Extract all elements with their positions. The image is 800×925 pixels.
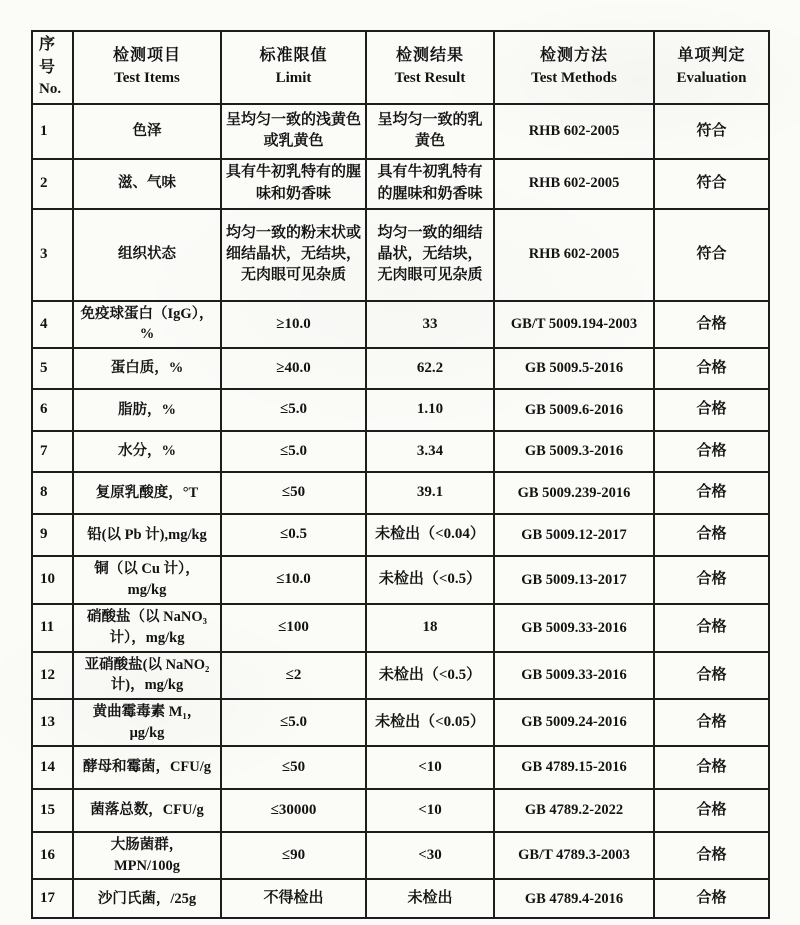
table-row: [32, 301, 769, 348]
table-row: [32, 514, 769, 556]
cell-item: 菌落总数，CFU/g: [73, 789, 221, 832]
cell-no: 10: [32, 556, 73, 604]
cell-evaluation: 合格: [654, 789, 769, 832]
cell-limit: ≤100: [221, 604, 366, 652]
cell-result: <10: [366, 746, 494, 789]
column-header-test-methods-zh: 检测方法: [539, 47, 608, 65]
table-row: [32, 159, 769, 209]
column-header-test-items-en: Test Items: [114, 70, 180, 87]
cell-item: 黄曲霉毒素 M₁，μg/kg: [73, 699, 221, 746]
cell-method: GB 4789.15-2016: [494, 746, 654, 789]
cell-method: GB/T 4789.3-2003: [494, 832, 654, 879]
cell-item: 大肠菌群，MPN/100g: [73, 832, 221, 879]
cell-limit: ≥10.0: [221, 301, 366, 348]
cell-result: 33: [366, 301, 494, 348]
cell-method: GB 5009.33-2016: [494, 652, 654, 699]
table-row: [32, 604, 769, 652]
cell-method: GB 5009.3-2016: [494, 431, 654, 472]
table-row: [32, 832, 769, 879]
column-header-test-methods-en: Test Methods: [531, 70, 617, 87]
cell-evaluation: 符合: [654, 159, 769, 209]
cell-no: 4: [32, 301, 73, 348]
cell-method: GB 5009.12-2017: [494, 514, 654, 556]
cell-item: 免疫球蛋白（IgG），%: [73, 301, 221, 348]
cell-no: 3: [32, 209, 73, 301]
cell-limit: 不得检出: [221, 879, 366, 918]
cell-no: 17: [32, 879, 73, 918]
table-row: [32, 472, 769, 514]
cell-no: 11: [32, 604, 73, 652]
table-header-row: [32, 31, 769, 104]
cell-evaluation: 合格: [654, 389, 769, 431]
cell-result: <30: [366, 832, 494, 879]
cell-result: 62.2: [366, 348, 494, 389]
cell-evaluation: 符合: [654, 209, 769, 301]
cell-no: 15: [32, 789, 73, 832]
cell-method: GB 4789.2-2022: [494, 789, 654, 832]
cell-result: 1.10: [366, 389, 494, 431]
cell-evaluation: 合格: [654, 556, 769, 604]
cell-limit: ≤2: [221, 652, 366, 699]
cell-limit: ≤5.0: [221, 699, 366, 746]
column-header-no-zh: 序号: [39, 36, 56, 76]
column-header-test-items: [73, 31, 221, 104]
cell-method: RHB 602-2005: [494, 209, 654, 301]
table-row: [32, 879, 769, 918]
cell-limit: ≤10.0: [221, 556, 366, 604]
column-header-limit-en: Limit: [275, 70, 312, 87]
table-row: [32, 652, 769, 699]
table-row: [32, 699, 769, 746]
cell-limit: 呈均匀一致的浅黄色或乳黄色: [221, 104, 366, 159]
column-header-test-methods: [494, 31, 654, 104]
cell-item: 蛋白质，%: [73, 348, 221, 389]
cell-method: GB/T 5009.194-2003: [494, 301, 654, 348]
cell-evaluation: 合格: [654, 699, 769, 746]
cell-evaluation: 合格: [654, 472, 769, 514]
cell-limit: ≤0.5: [221, 514, 366, 556]
cell-result: 18: [366, 604, 494, 652]
column-header-limit-zh: 标准限值: [259, 47, 328, 65]
cell-item: 铅(以 Pb 计),mg/kg: [73, 514, 221, 556]
cell-result: 未检出: [366, 879, 494, 918]
cell-no: 13: [32, 699, 73, 746]
cell-limit: ≤30000: [221, 789, 366, 832]
table-row: [32, 389, 769, 431]
cell-evaluation: 合格: [654, 301, 769, 348]
cell-method: GB 5009.13-2017: [494, 556, 654, 604]
cell-item: 铜（以 Cu 计），mg/kg: [73, 556, 221, 604]
column-header-no-en: No.: [39, 81, 62, 98]
column-header-evaluation-zh: 单项判定: [677, 47, 746, 65]
test-report-table: [31, 30, 770, 919]
cell-result: 未检出（<0.5）: [366, 652, 494, 699]
cell-item: 复原乳酸度，°T: [73, 472, 221, 514]
table-row: [32, 348, 769, 389]
column-header-evaluation-en: Evaluation: [676, 70, 747, 87]
cell-item: 滋、气味: [73, 159, 221, 209]
cell-item: 水分，%: [73, 431, 221, 472]
table-row: [32, 104, 769, 159]
cell-method: GB 5009.6-2016: [494, 389, 654, 431]
cell-item: 亚硝酸盐(以 NaNO₂ 计)，mg/kg: [73, 652, 221, 699]
table-row: [32, 556, 769, 604]
cell-result: 均匀一致的细结晶状，无结块，无肉眼可见杂质: [366, 209, 494, 301]
cell-method: GB 4789.4-2016: [494, 879, 654, 918]
cell-result: 未检出（<0.04）: [366, 514, 494, 556]
cell-no: 7: [32, 431, 73, 472]
column-header-test-items-zh: 检测项目: [112, 47, 181, 65]
cell-limit: ≤5.0: [221, 431, 366, 472]
cell-no: 16: [32, 832, 73, 879]
cell-result: 具有牛初乳特有的腥味和奶香味: [366, 159, 494, 209]
table-row: [32, 209, 769, 301]
cell-no: 8: [32, 472, 73, 514]
cell-result: 39.1: [366, 472, 494, 514]
cell-no: 6: [32, 389, 73, 431]
column-header-test-result-zh: 检测结果: [395, 47, 464, 65]
cell-method: RHB 602-2005: [494, 104, 654, 159]
cell-evaluation: 合格: [654, 879, 769, 918]
column-header-evaluation: [654, 31, 769, 104]
cell-no: 12: [32, 652, 73, 699]
cell-limit: 均匀一致的粉末状或细结晶状，无结块，无肉眼可见杂质: [221, 209, 366, 301]
cell-evaluation: 合格: [654, 514, 769, 556]
cell-no: 14: [32, 746, 73, 789]
cell-limit: ≤5.0: [221, 389, 366, 431]
table-row: [32, 431, 769, 472]
cell-limit: ≤50: [221, 746, 366, 789]
cell-item: 沙门氏菌，/25g: [73, 879, 221, 918]
column-header-test-result: [366, 31, 494, 104]
cell-limit: 具有牛初乳特有的腥味和奶香味: [221, 159, 366, 209]
cell-item: 硝酸盐（以 NaNO₃ 计），mg/kg: [73, 604, 221, 652]
cell-evaluation: 合格: [654, 348, 769, 389]
cell-method: GB 5009.5-2016: [494, 348, 654, 389]
cell-result: <10: [366, 789, 494, 832]
cell-evaluation: 合格: [654, 652, 769, 699]
cell-method: RHB 602-2005: [494, 159, 654, 209]
cell-item: 色泽: [73, 104, 221, 159]
cell-item: 脂肪，%: [73, 389, 221, 431]
cell-evaluation: 合格: [654, 832, 769, 879]
cell-no: 1: [32, 104, 73, 159]
cell-method: GB 5009.33-2016: [494, 604, 654, 652]
cell-item: 组织状态: [73, 209, 221, 301]
table-row: [32, 746, 769, 789]
cell-result: 呈均匀一致的乳黄色: [366, 104, 494, 159]
column-header-limit: [221, 31, 366, 104]
cell-item: 酵母和霉菌，CFU/g: [73, 746, 221, 789]
cell-no: 5: [32, 348, 73, 389]
cell-result: 3.34: [366, 431, 494, 472]
cell-no: 2: [32, 159, 73, 209]
cell-method: GB 5009.239-2016: [494, 472, 654, 514]
cell-result: 未检出（<0.05）: [366, 699, 494, 746]
cell-limit: ≤50: [221, 472, 366, 514]
cell-evaluation: 符合: [654, 104, 769, 159]
cell-result: 未检出（<0.5）: [366, 556, 494, 604]
cell-method: GB 5009.24-2016: [494, 699, 654, 746]
cell-limit: ≤90: [221, 832, 366, 879]
cell-limit: ≥40.0: [221, 348, 366, 389]
table-row: [32, 789, 769, 832]
cell-evaluation: 合格: [654, 746, 769, 789]
cell-no: 9: [32, 514, 73, 556]
column-header-test-result-en: Test Result: [394, 70, 466, 87]
cell-evaluation: 合格: [654, 431, 769, 472]
cell-evaluation: 合格: [654, 604, 769, 652]
column-header-no: [32, 31, 73, 104]
